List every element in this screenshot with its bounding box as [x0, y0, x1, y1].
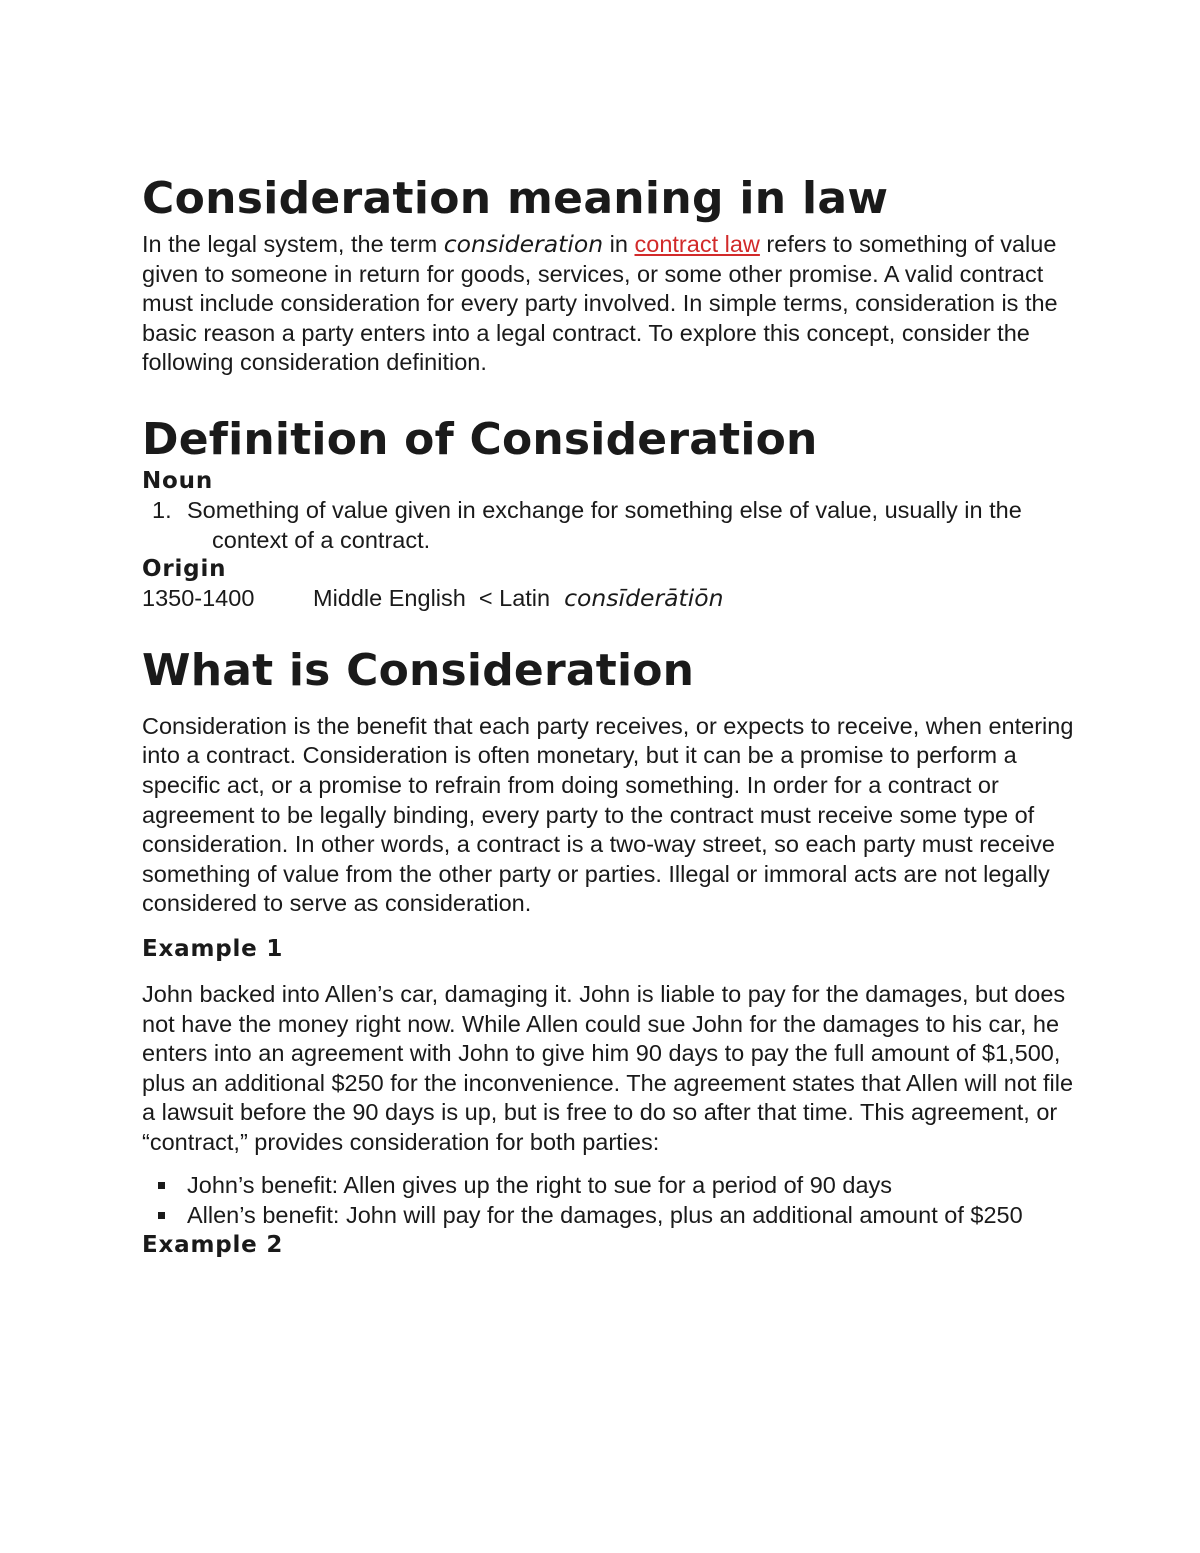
benefit-list [142, 1171, 1082, 1230]
example-1-paragraph: John backed into Allen’s car, damaging it. John is liable to pay for the damages, but does not have the money right now. While Allen could sue John for the damages to his car, he enters into an agreement with John to give him 90 days to pay the full amount of $1,500, plus an additional $250 for the inconvenience. The agreement states that Allen will not file a lawsuit before the 90 days is up, but is free to do so after that time. This agreement, or “contract,” provides consideration for both parties: [142, 980, 1074, 1155]
definition-item [142, 496, 1082, 555]
intro-text-start: In the legal system, the term [142, 231, 444, 257]
origin-years: 1350-1400 [142, 585, 255, 612]
definition-text: Something of value given in exchange for something else of value, usually in the context of a contract. [187, 496, 1022, 553]
origin-latin-word: consīderātiōn [564, 584, 724, 613]
intro-term: consideration [443, 230, 604, 258]
benefit-text: Allen’s benefit: John will pay for the damages, plus an additional amount of $250 [187, 1202, 1023, 1229]
what-is-paragraph: Consideration is the benefit that each party receives, or expects to receive, when entering into a contract. Consideration is often monetary, but it can be a promise to perform a specific act, or a promise to refrain from doing something. In order for a contract or agreement to be legally binding, every party to the contract must receive some type of consideration. In other words, a contract is a two-way street, so each party must receive something of value from the other party or parties. Illegal or immoral acts are not legally considered to serve as consideration. [142, 712, 1074, 917]
benefit-item [142, 1201, 1082, 1231]
page-title: Consideration meaning in law [142, 173, 889, 224]
origin-label: Origin [142, 556, 227, 583]
definition-number: 1. [152, 496, 172, 523]
square-bullet-icon [158, 1212, 165, 1219]
document-page [142, 170, 1082, 1260]
definition-heading: Definition of Consideration [142, 413, 818, 465]
intro-paragraph [142, 230, 1082, 378]
square-bullet-icon [158, 1182, 165, 1189]
example-2-label: Example 2 [142, 1231, 284, 1258]
example-1-label: Example 1 [142, 935, 284, 962]
what-is-heading: What is Consideration [142, 644, 695, 696]
intro-text-between: in [603, 231, 635, 257]
intro-text-end: refers to something of value given to someone in return for goods, services, or some other promise. A valid contract must include consideration for every party involved. In simple terms, consideration is the basic reason a party enters into a legal contract. To explore this concept, consider the following consideration definition. [142, 231, 1058, 376]
definition-list [142, 496, 1082, 555]
noun-label: Noun [142, 467, 213, 494]
benefit-text: John’s benefit: Allen gives up the right to sue for a period of 90 days [187, 1172, 893, 1199]
benefit-item [142, 1171, 1082, 1201]
contract-law-link[interactable]: contract law [634, 231, 760, 257]
origin-row [142, 584, 1082, 614]
origin-language: Middle English < Latin [313, 585, 551, 612]
